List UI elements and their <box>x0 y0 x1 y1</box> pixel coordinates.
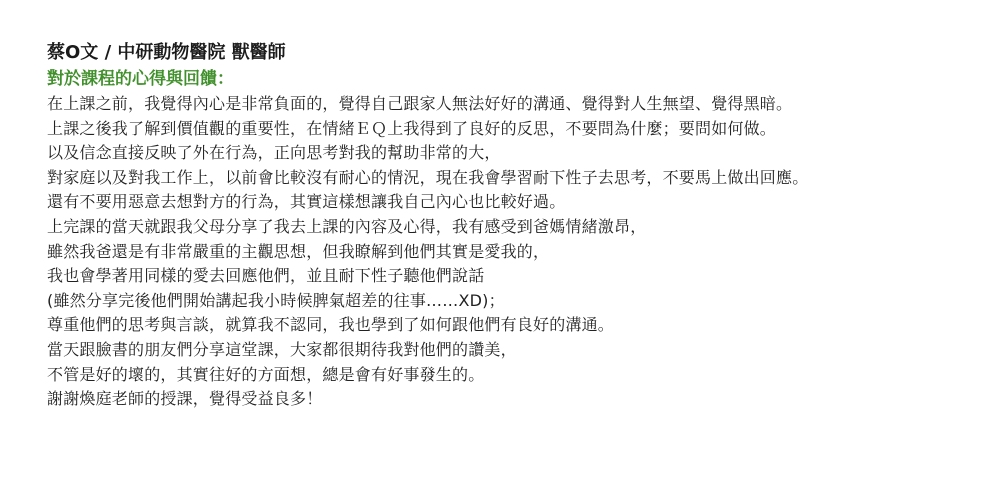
body-line: 我也會學著用同樣的愛去回應他們，並且耐下性子聽他們說話 <box>47 266 485 286</box>
body-line: 當天跟臉書的朋友們分享這堂課，大家都很期待我對他們的讚美， <box>47 339 517 359</box>
testimonial-document <box>47 40 992 412</box>
body-line: 在上課之前，我覺得內心是非常負面的，覺得自己跟家人無法好好的溝通、覺得對人生無望、覺得黑暗。 <box>47 94 793 113</box>
section-heading: 對於課程的心得與回饋： <box>47 69 234 89</box>
body-line: 不管是好的壞的，其實往好的方面想，總是會有好事發生的。 <box>47 364 485 384</box>
body-line: 上課之後我了解到價值觀的重要性，在情緒ＥＱ上我得到了良好的反思，不要問為什麼；要問如何做。 <box>47 118 777 138</box>
body-line: 還有不要用惡意去想對方的行為，其實這樣想讓我自己內心也比較好過。 <box>47 192 566 212</box>
body-line: 謝謝煥庭老師的授課，覺得受益良多！ <box>47 389 323 409</box>
author-line: 蔡O文 / 中研動物醫院 獸醫師 <box>47 42 286 63</box>
body-line: 雖然我爸還是有非常嚴重的主觀思想，但我瞭解到他們其實是愛我的， <box>47 241 550 261</box>
body-line: (雖然分享完後他們開始講起我小時候脾氣超差的往事……XD)； <box>47 290 505 310</box>
body-line: 上完課的當天就跟我父母分享了我去上課的內容及心得，我有感受到爸媽情緒激昂， <box>47 216 647 236</box>
body-line: 尊重他們的思考與言談，就算我不認同，我也學到了如何跟他們有良好的溝通。 <box>47 315 615 335</box>
body-line: 以及信念直接反映了外在行為，正向思考對我的幫助非常的大， <box>47 143 501 163</box>
testimonial-body <box>47 92 992 412</box>
body-line: 對家庭以及對我工作上，以前會比較沒有耐心的情況，現在我會學習耐下性子去思考，不要馬上做出回應。 <box>47 167 809 187</box>
